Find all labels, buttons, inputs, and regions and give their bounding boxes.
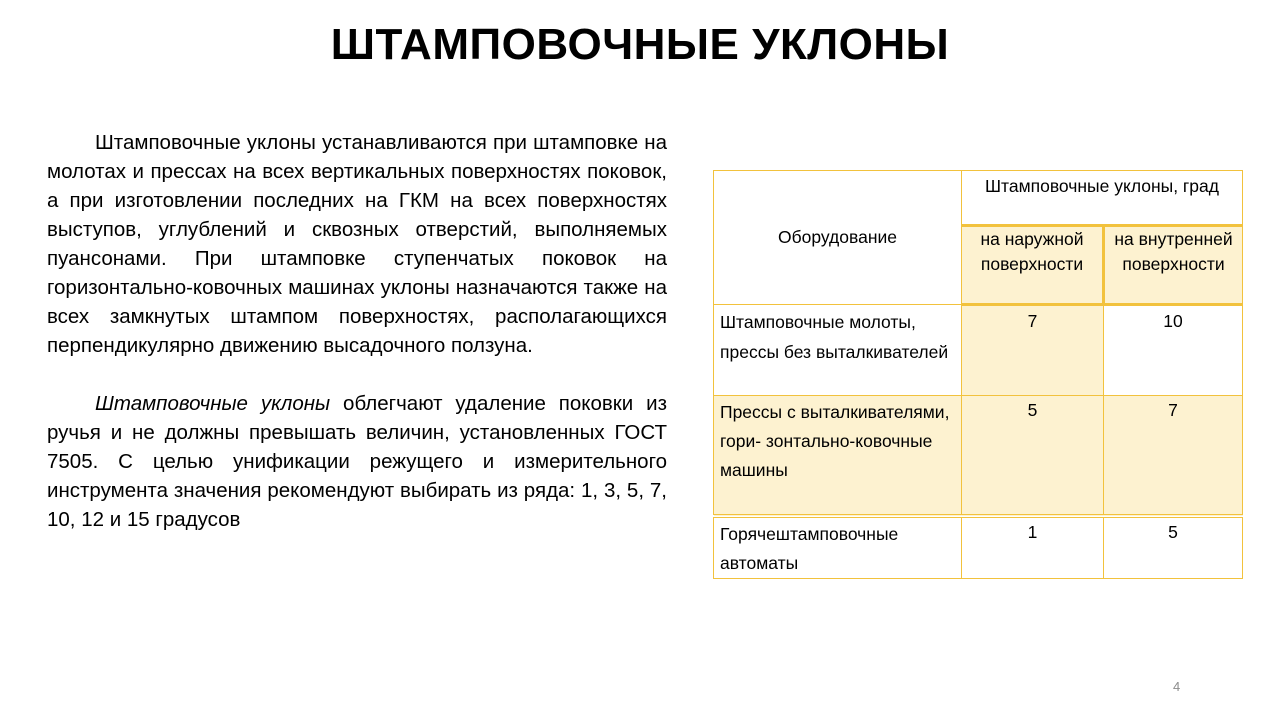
- row-outer-value: 5: [962, 396, 1104, 517]
- table-row: [714, 305, 1243, 396]
- page-title: ШТАМПОВОЧНЫЕ УКЛОНЫ: [330, 20, 950, 69]
- row-equipment: Прессы с выталкивателями, гори- зонтально-ковочные машины: [714, 396, 962, 517]
- row-outer-value: 7: [962, 305, 1104, 396]
- row-equipment: Горячештамповочные автоматы: [714, 516, 962, 579]
- paragraph-2: [47, 389, 667, 534]
- body-text: [47, 128, 667, 534]
- page-number: 4: [1173, 679, 1181, 694]
- paragraph-2-text: облегчают удаление поковки из ручья и не должны превышать величин, установленных ГОСТ 7505. С целью унификации режущего и измерительного инструмента значения рекомендуют выбирать из ряда: 1, 3, 5, 7, 10, 12 и 15 градусов: [47, 392, 667, 531]
- header-draft-angles: Штамповочные уклоны, град: [962, 171, 1243, 226]
- header-inner-surface: на внутренней поверхности: [1104, 226, 1243, 305]
- row-inner-value: 5: [1104, 516, 1243, 579]
- draft-angles-table: [713, 170, 1243, 579]
- row-inner-value: 10: [1104, 305, 1243, 396]
- row-equipment: Штамповочные молоты, прессы без выталкивателей: [714, 305, 962, 396]
- table-row: [714, 516, 1243, 579]
- table-row: [714, 396, 1243, 517]
- table-header-row: [714, 171, 1243, 226]
- header-outer-surface: на наружной поверхности: [962, 226, 1104, 305]
- paragraph-1: Штамповочные уклоны устанавливаются при штамповке на молотах и прессах на всех вертикальных поверхностях поковок, а при изготовлении последних на ГКМ на всех поверхностях выступов, углублений и сквозных отверстий, выполняемых пуансонами. При штамповке ступенчатых поковок на горизонтально-ковочных машинах уклоны назначаются также на всех замкнутых штампом поверхностях, располагающихся перпендикулярно движению высадочного ползуна.: [47, 131, 667, 357]
- row-outer-value: 1: [962, 516, 1104, 579]
- row-inner-value: 7: [1104, 396, 1243, 517]
- paragraph-2-emphasis: Штамповочные уклоны: [95, 392, 331, 415]
- header-equipment: Оборудование: [714, 171, 962, 305]
